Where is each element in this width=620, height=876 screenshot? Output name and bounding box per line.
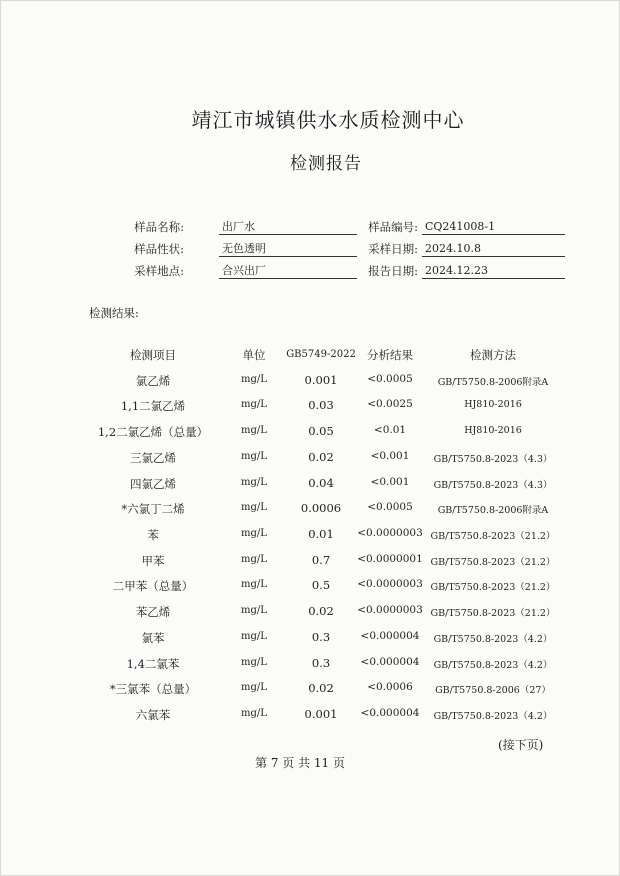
item-result: <0.0005: [367, 501, 413, 513]
info-row-name-id: [0, 219, 620, 239]
column-header-unit: 单位: [242, 348, 266, 362]
item-method: HJ810-2016: [464, 425, 522, 436]
item-method: GB/T5750.8-2023（4.3）: [433, 480, 553, 491]
sampling-date-label: 采样日期:: [368, 242, 418, 256]
item-standard: 0.5: [311, 578, 331, 592]
item-name: 六氯苯: [135, 708, 171, 722]
item-name: 苯乙烯: [135, 605, 171, 619]
table-row: [0, 656, 620, 674]
table-row: [0, 476, 620, 494]
table-row: [0, 424, 620, 442]
table-row: [0, 553, 620, 571]
item-method: GB/T5750.8-2023（21.2）: [430, 531, 556, 542]
item-name: 甲苯: [141, 554, 165, 568]
sample-nature-value: 无色透明: [219, 241, 357, 257]
item-result: <0.000004: [360, 707, 420, 719]
table-row: [0, 398, 620, 416]
item-standard: 0.0006: [300, 501, 342, 515]
item-standard: 0.3: [311, 630, 331, 644]
item-standard: 0.02: [308, 681, 334, 695]
sample-name-value: 出厂水: [219, 219, 357, 235]
column-header-standard: GB5749-2022: [286, 349, 356, 360]
item-unit: mg/L: [241, 528, 267, 539]
item-standard: 0.7: [311, 553, 331, 567]
table-row: [0, 450, 620, 468]
sampling-location-label: 采样地点:: [134, 264, 184, 278]
item-name: 三氯乙烯: [130, 451, 176, 465]
report-date-value: 2024.12.23: [422, 263, 565, 279]
item-unit: mg/L: [241, 708, 267, 719]
table-row: [0, 373, 620, 391]
results-table-header: [0, 347, 620, 365]
item-result: <0.0005: [367, 373, 413, 385]
item-name: *六氯丁二烯: [121, 502, 185, 516]
item-method: HJ810-2016: [464, 399, 522, 410]
item-standard: 0.001: [304, 707, 338, 721]
item-name: 1,4二氯苯: [126, 657, 180, 671]
item-result: <0.001: [370, 476, 410, 488]
sampling-location-value: 合兴出厂: [219, 263, 357, 279]
item-result: <0.000004: [360, 656, 420, 668]
item-result: <0.000004: [360, 630, 420, 642]
item-result: <0.0006: [367, 681, 413, 693]
item-unit: mg/L: [241, 631, 267, 642]
item-standard: 0.03: [308, 398, 334, 412]
item-unit: mg/L: [241, 451, 267, 462]
continued-note: (接下页): [498, 738, 544, 752]
sampling-date-value: 2024.10.8: [422, 241, 565, 257]
item-result: <0.0000003: [357, 604, 423, 616]
item-method: GB/T5750.8-2023（4.2）: [433, 634, 553, 645]
item-standard: 0.01: [308, 527, 334, 541]
report-title: 检测报告: [290, 154, 362, 174]
item-result: <0.01: [373, 424, 407, 436]
item-unit: mg/L: [241, 579, 267, 590]
item-unit: mg/L: [241, 374, 267, 385]
table-row: [0, 578, 620, 596]
item-unit: mg/L: [241, 605, 267, 616]
item-method: GB/T5750.8-2023（4.2）: [433, 711, 553, 722]
item-unit: mg/L: [241, 682, 267, 693]
item-result: <0.0000001: [357, 553, 423, 565]
table-row: [0, 630, 620, 648]
results-heading: 检测结果:: [89, 306, 139, 320]
sample-id-label: 样品编号:: [368, 220, 418, 234]
item-name: 二甲苯（总量）: [112, 579, 194, 593]
table-row: [0, 681, 620, 699]
item-result: <0.0025: [367, 398, 413, 410]
column-header-item: 检测项目: [130, 348, 176, 362]
item-method: GB/T5750.8-2023（21.2）: [430, 608, 556, 619]
item-standard: 0.05: [308, 424, 334, 438]
item-method: GB/T5750.8-2023（21.2）: [430, 582, 556, 593]
item-method: GB/T5750.8-2023（21.2）: [430, 557, 556, 568]
item-standard: 0.02: [308, 450, 334, 464]
table-row: [0, 604, 620, 622]
column-header-result: 分析结果: [367, 348, 413, 362]
sample-id-value: CQ241008-1: [422, 219, 565, 235]
table-row: [0, 501, 620, 519]
sample-name-label: 样品名称:: [134, 220, 184, 234]
info-row-nature-date: [0, 241, 620, 261]
item-standard: 0.04: [308, 476, 334, 490]
item-name: 1,2二氯乙烯（总量）: [97, 425, 209, 439]
item-method: GB/T5750.8-2006（27）: [435, 685, 551, 696]
item-unit: mg/L: [241, 554, 267, 565]
item-method: GB/T5750.8-2023（4.2）: [433, 660, 553, 671]
item-standard: 0.3: [311, 656, 331, 670]
item-name: 氯苯: [141, 631, 165, 645]
info-row-location-report: [0, 263, 620, 283]
item-result: <0.0000003: [357, 578, 423, 590]
report-date-label: 报告日期:: [368, 264, 418, 278]
item-name: *三氯苯（总量）: [109, 682, 197, 696]
item-name: 氯乙烯: [135, 374, 171, 388]
item-standard: 0.02: [308, 604, 334, 618]
item-unit: mg/L: [241, 477, 267, 488]
item-method: GB/T5750.8-2006附录A: [437, 377, 549, 388]
item-result: <0.001: [370, 450, 410, 462]
item-unit: mg/L: [241, 399, 267, 410]
item-name: 四氯乙烯: [130, 477, 176, 491]
page-number: 第 7 页 共 11 页: [255, 756, 345, 770]
item-unit: mg/L: [241, 502, 267, 513]
item-name: 苯: [147, 528, 159, 542]
item-method: GB/T5750.8-2006附录A: [437, 505, 549, 516]
item-result: <0.0000003: [357, 527, 423, 539]
item-unit: mg/L: [241, 657, 267, 668]
table-row: [0, 527, 620, 545]
sample-nature-label: 样品性状:: [134, 242, 184, 256]
column-header-method: 检测方法: [470, 348, 516, 362]
item-method: GB/T5750.8-2023（4.3）: [433, 454, 553, 465]
item-standard: 0.001: [304, 373, 338, 387]
table-row: [0, 707, 620, 725]
item-name: 1,1二氯乙烯: [120, 399, 186, 413]
item-unit: mg/L: [241, 425, 267, 436]
organization-title: 靖江市城镇供水水质检测中心: [191, 108, 465, 132]
